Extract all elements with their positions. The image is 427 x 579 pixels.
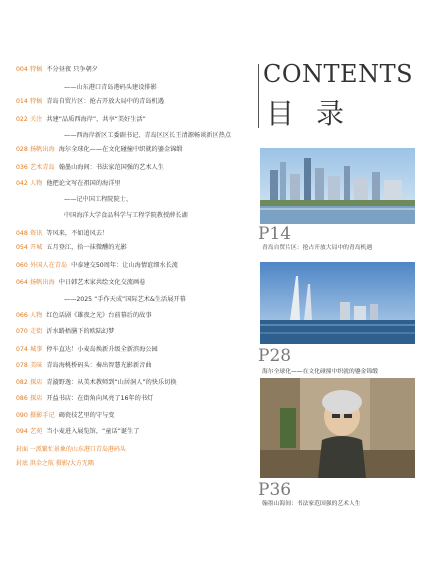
toc-entry[interactable]: [16, 164, 164, 172]
toc-section: 关注: [30, 116, 43, 123]
feature-page-number: P14: [258, 224, 292, 244]
toc-entry[interactable]: [16, 395, 153, 403]
contents-heading: CONTENTS: [263, 60, 414, 88]
toc-title: 不分昼夜 只争朝夕: [46, 66, 98, 73]
feature-caption: 翰墨山海间：书法家范国强的艺术人生: [262, 501, 361, 507]
toc-entry[interactable]: [16, 279, 145, 287]
toc-page-number: 086: [16, 395, 28, 402]
toc-section: 探店: [30, 395, 43, 402]
toc-subtitle: ——山东港口青岛港码头建设排影: [64, 84, 157, 91]
toc-page-number: 004: [16, 66, 28, 73]
toc-page-number: 070: [16, 328, 28, 335]
feature-page-number: P36: [258, 480, 292, 500]
toc-subtitle: ——2025 “手作天成”国际艺术&生活展开幕: [64, 296, 186, 303]
toc-page-number: 042: [16, 180, 28, 187]
feature-photo-city: [260, 148, 415, 224]
toc-page-number: 060: [16, 262, 28, 269]
toc-title: 青漩野逸：从美术教师到“山居洞人”的快乐切换: [46, 379, 177, 386]
contents-heading-zh: 目录: [266, 97, 367, 130]
toc-section: 开城: [30, 244, 43, 251]
feature-photo-harbor: [260, 262, 415, 344]
toc-page-number: 064: [16, 279, 28, 286]
toc-title: 停车直达！小麦岛焕新升级全新滨海公园: [46, 346, 158, 353]
toc-entry[interactable]: [16, 312, 152, 320]
toc-entry[interactable]: [16, 244, 127, 252]
toc-title: 等风来，不如追风去！: [46, 230, 109, 237]
toc-section: 城事: [30, 346, 43, 353]
toc-section: 人物: [30, 180, 43, 187]
toc-section: 扬帆出海: [30, 279, 55, 286]
header-divider: [258, 64, 259, 128]
toc-entry[interactable]: [16, 262, 178, 270]
toc-entry[interactable]: [16, 412, 114, 420]
toc-entry[interactable]: [16, 180, 121, 188]
toc-title: 海尔全球化——在文化碰撞中织就的鎏金锦缎: [58, 146, 183, 153]
toc-entry[interactable]: [16, 428, 139, 436]
toc-page-number: 094: [16, 428, 28, 435]
toc-title: 共建“品质西海岸”，共享“美好生活”: [46, 116, 146, 123]
feature-caption: 海尔全球化——在文化碰撞中织就的鎏金锦缎: [262, 369, 378, 375]
toc-title: 五月登江，拾一抹微醺的光影: [46, 244, 127, 251]
back-cover-credit: 封底 洪金之航 摄影/大方无隅: [16, 460, 94, 467]
toc-subtitle: ——西海岸新区工委副书记、青岛区区长王清源畅谈新区热点: [64, 132, 232, 139]
feature-caption: 青岛自贸片区：抢占开放大局中的青岛机遇: [262, 245, 373, 251]
toc-section: 资讯: [30, 230, 43, 237]
toc-title: 中日韩艺术家共绘文化交流画卷: [58, 279, 146, 286]
toc-entry[interactable]: [16, 346, 158, 354]
toc-section: 特稿: [30, 66, 43, 73]
toc-page-number: 048: [16, 230, 28, 237]
toc-section: 外国人在青岛: [30, 262, 68, 269]
toc-section: 走街: [30, 328, 43, 335]
toc-entry[interactable]: [16, 98, 164, 106]
toc-page-number: 074: [16, 346, 28, 353]
toc-section: 艺苑: [30, 428, 43, 435]
toc-page-number: 022: [16, 116, 28, 123]
toc-section: 人物: [30, 312, 43, 319]
toc-title: 翰墨山海间：书法家范国强的艺术人生: [58, 164, 164, 171]
toc-page-number: 090: [16, 412, 28, 419]
toc-entry[interactable]: [16, 230, 108, 238]
toc-page-number: 028: [16, 146, 28, 153]
toc-entry[interactable]: [16, 66, 98, 74]
toc-section: 特稿: [30, 98, 43, 105]
feature-photo-calligrapher: [260, 378, 415, 478]
cover-credit: 封面 一派繁忙景象的山东港口青岛港码头: [16, 446, 126, 453]
toc-entry[interactable]: [16, 146, 183, 154]
toc-title: 他把论文写在祖国的海洋里: [46, 180, 121, 187]
toc-entry[interactable]: [16, 328, 114, 336]
toc-title: 青岛海桃桥码头：奏出智慧光影新音曲: [46, 362, 152, 369]
toc-page-number: 054: [16, 244, 28, 251]
toc-section: 扬帆出海: [30, 146, 55, 153]
toc-title: 中泰建交50周年：让山海情谊细水长流: [71, 262, 178, 269]
toc-section: 探店: [30, 379, 43, 386]
toc-entry[interactable]: [16, 116, 146, 124]
toc-page-number: 014: [16, 98, 28, 105]
toc-title: 当小麦进入展览馆，“童话”诞生了: [46, 428, 140, 435]
toc-title: 碣瓷技艺里的守与变: [58, 412, 115, 419]
toc-page-number: 082: [16, 379, 28, 386]
toc-subtitle: ——记中国工程院院士、: [64, 196, 133, 203]
toc-subtitle: 中国海洋大学食品科学与工程学院教授薛长湖: [64, 212, 188, 219]
toc-page-number: 078: [16, 362, 28, 369]
toc-title: 红色话剧《雄夜之光》台前幕后的故事: [46, 312, 152, 319]
toc-title: 青岛自贸片区：抢占开放大局中的青岛机遇: [46, 98, 164, 105]
toc-section: 艺术青岛: [30, 164, 55, 171]
feature-page-number: P28: [258, 346, 292, 366]
toc-section: 美味: [30, 362, 43, 369]
toc-entry[interactable]: [16, 362, 152, 370]
toc-entry[interactable]: [16, 379, 177, 387]
toc-title: 开益书店：在街角向风亮了16年的书灯: [46, 395, 154, 402]
toc-title: 沂水路梧膳下的欧陆幻梦: [46, 328, 115, 335]
toc-page-number: 036: [16, 164, 28, 171]
toc-page-number: 066: [16, 312, 28, 319]
toc-section: 摄影手记: [30, 412, 55, 419]
